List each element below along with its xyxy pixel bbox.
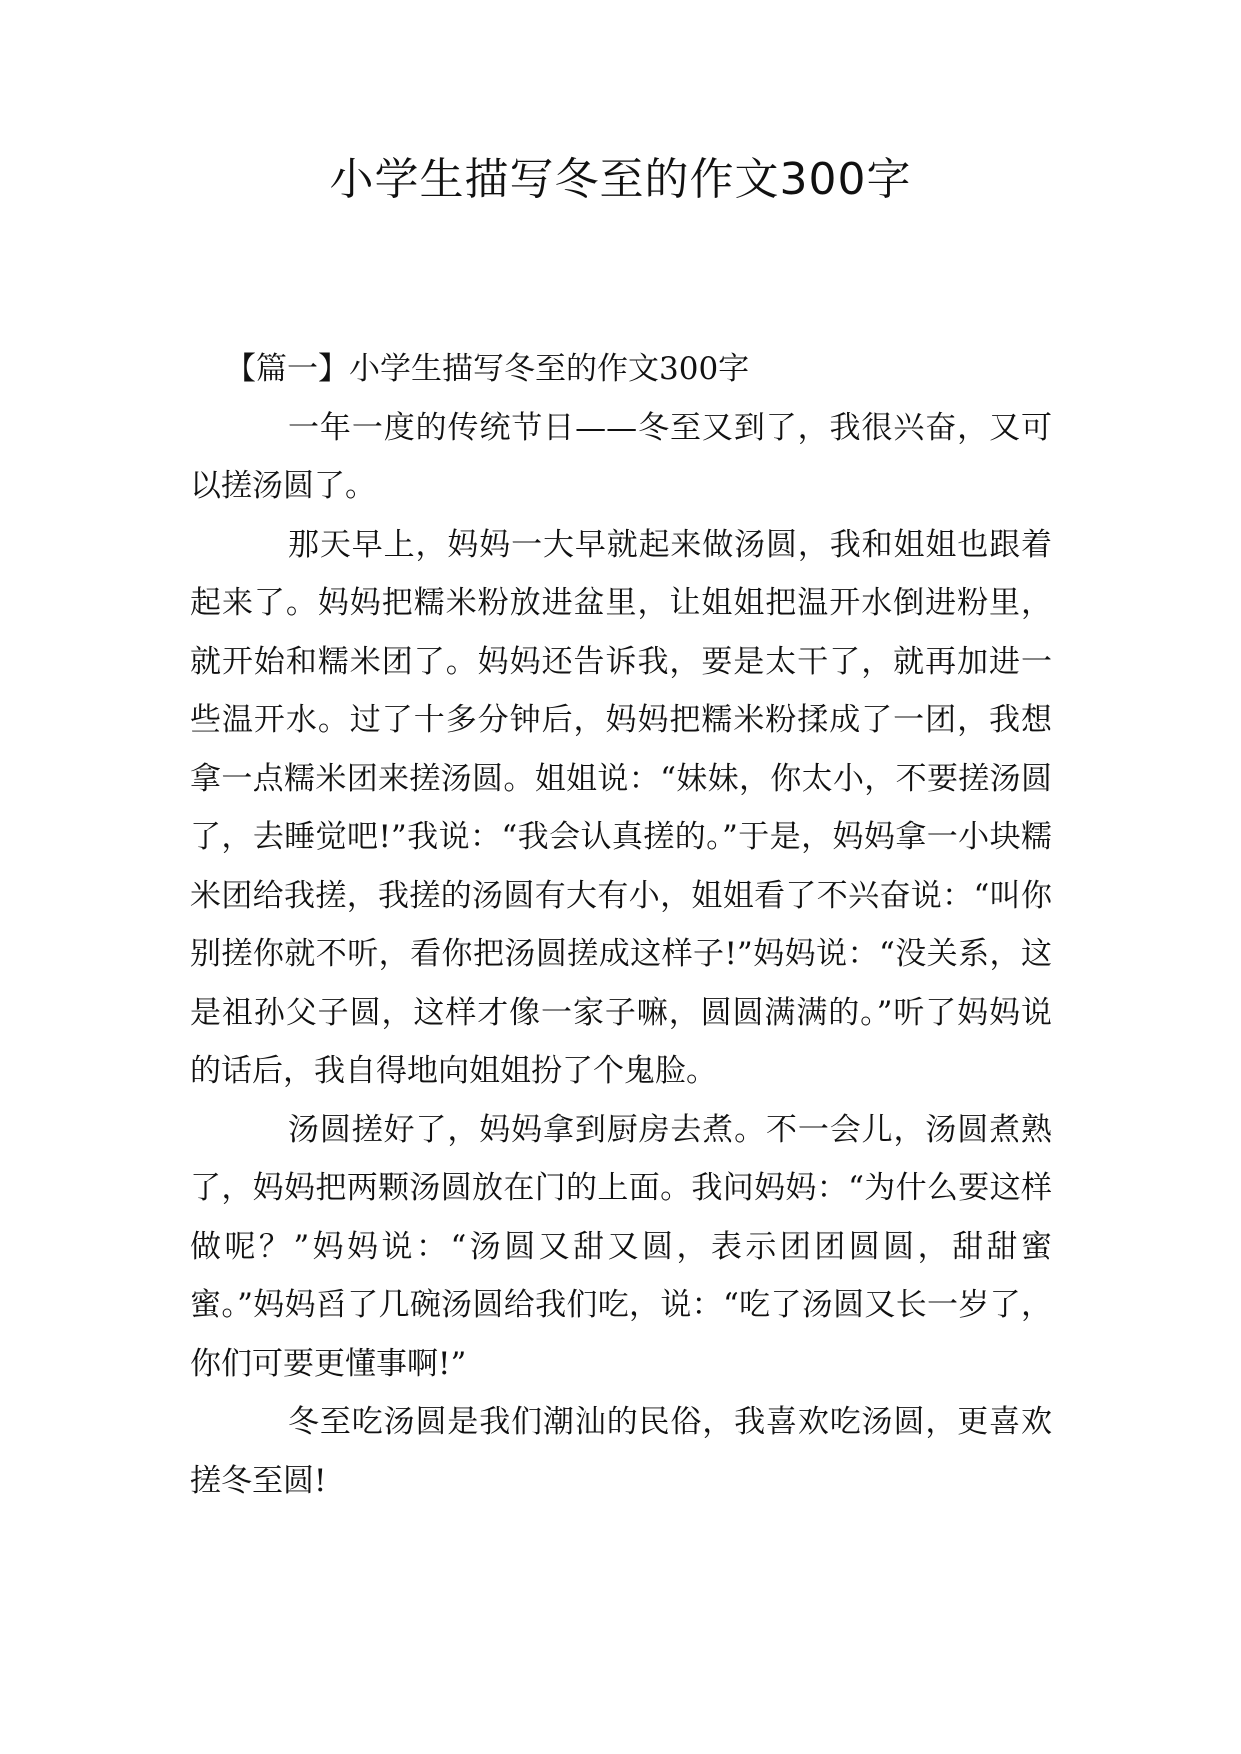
paragraph-3: 汤圆搓好了，妈妈拿到厨房去煮。不一会儿，汤圆煮熟了，妈妈把两颗汤圆放在门的上面。我问妈妈：“为什么要这样做呢？”妈妈说：“汤圆又甜又圆，表示团团圆圆，甜甜蜜蜜。”妈妈舀了几碗汤圆给我们吃，说：“吃了汤圆又长一岁了，你们可要更懂事啊!” — [190, 1111, 1052, 1382]
essay-body — [190, 340, 1052, 1510]
paragraph-1: 一年一度的传统节日——冬至又到了，我很兴奋，又可以搓汤圆了。 — [190, 409, 1052, 504]
paragraph-2: 那天早上，妈妈一大早就起来做汤圆，我和姐姐也跟着起来了。妈妈把糯米粉放进盆里，让姐姐把温开水倒进粉里，就开始和糯米团了。妈妈还告诉我，要是太干了，就再加进一些温开水。过了十多分钟后，妈妈把糯米粉揉成了一团，我想拿一点糯米团来搓汤圆。姐姐说：“妹妹，你太小，不要搓汤圆了，去睡觉吧!”我说：“我会认真搓的。”于是，妈妈拿一小块糯米团给我搓，我搓的汤圆有大有小，姐姐看了不兴奋说：“叫你别搓你就不听，看你把汤圆搓成这样子!”妈妈说：“没关系，这是祖孙父子圆，这样才像一家子嘛，圆圆满满的。”听了妈妈说的话后，我自得地向姐姐扮了个鬼脸。 — [190, 526, 1052, 1089]
paragraph-4: 冬至吃汤圆是我们潮汕的民俗，我喜欢吃汤圆，更喜欢搓冬至圆! — [190, 1404, 1052, 1499]
section-heading: 【篇一】小学生描写冬至的作文300字 — [225, 351, 750, 387]
page-title: 小学生描写冬至的作文300字 — [329, 154, 912, 205]
